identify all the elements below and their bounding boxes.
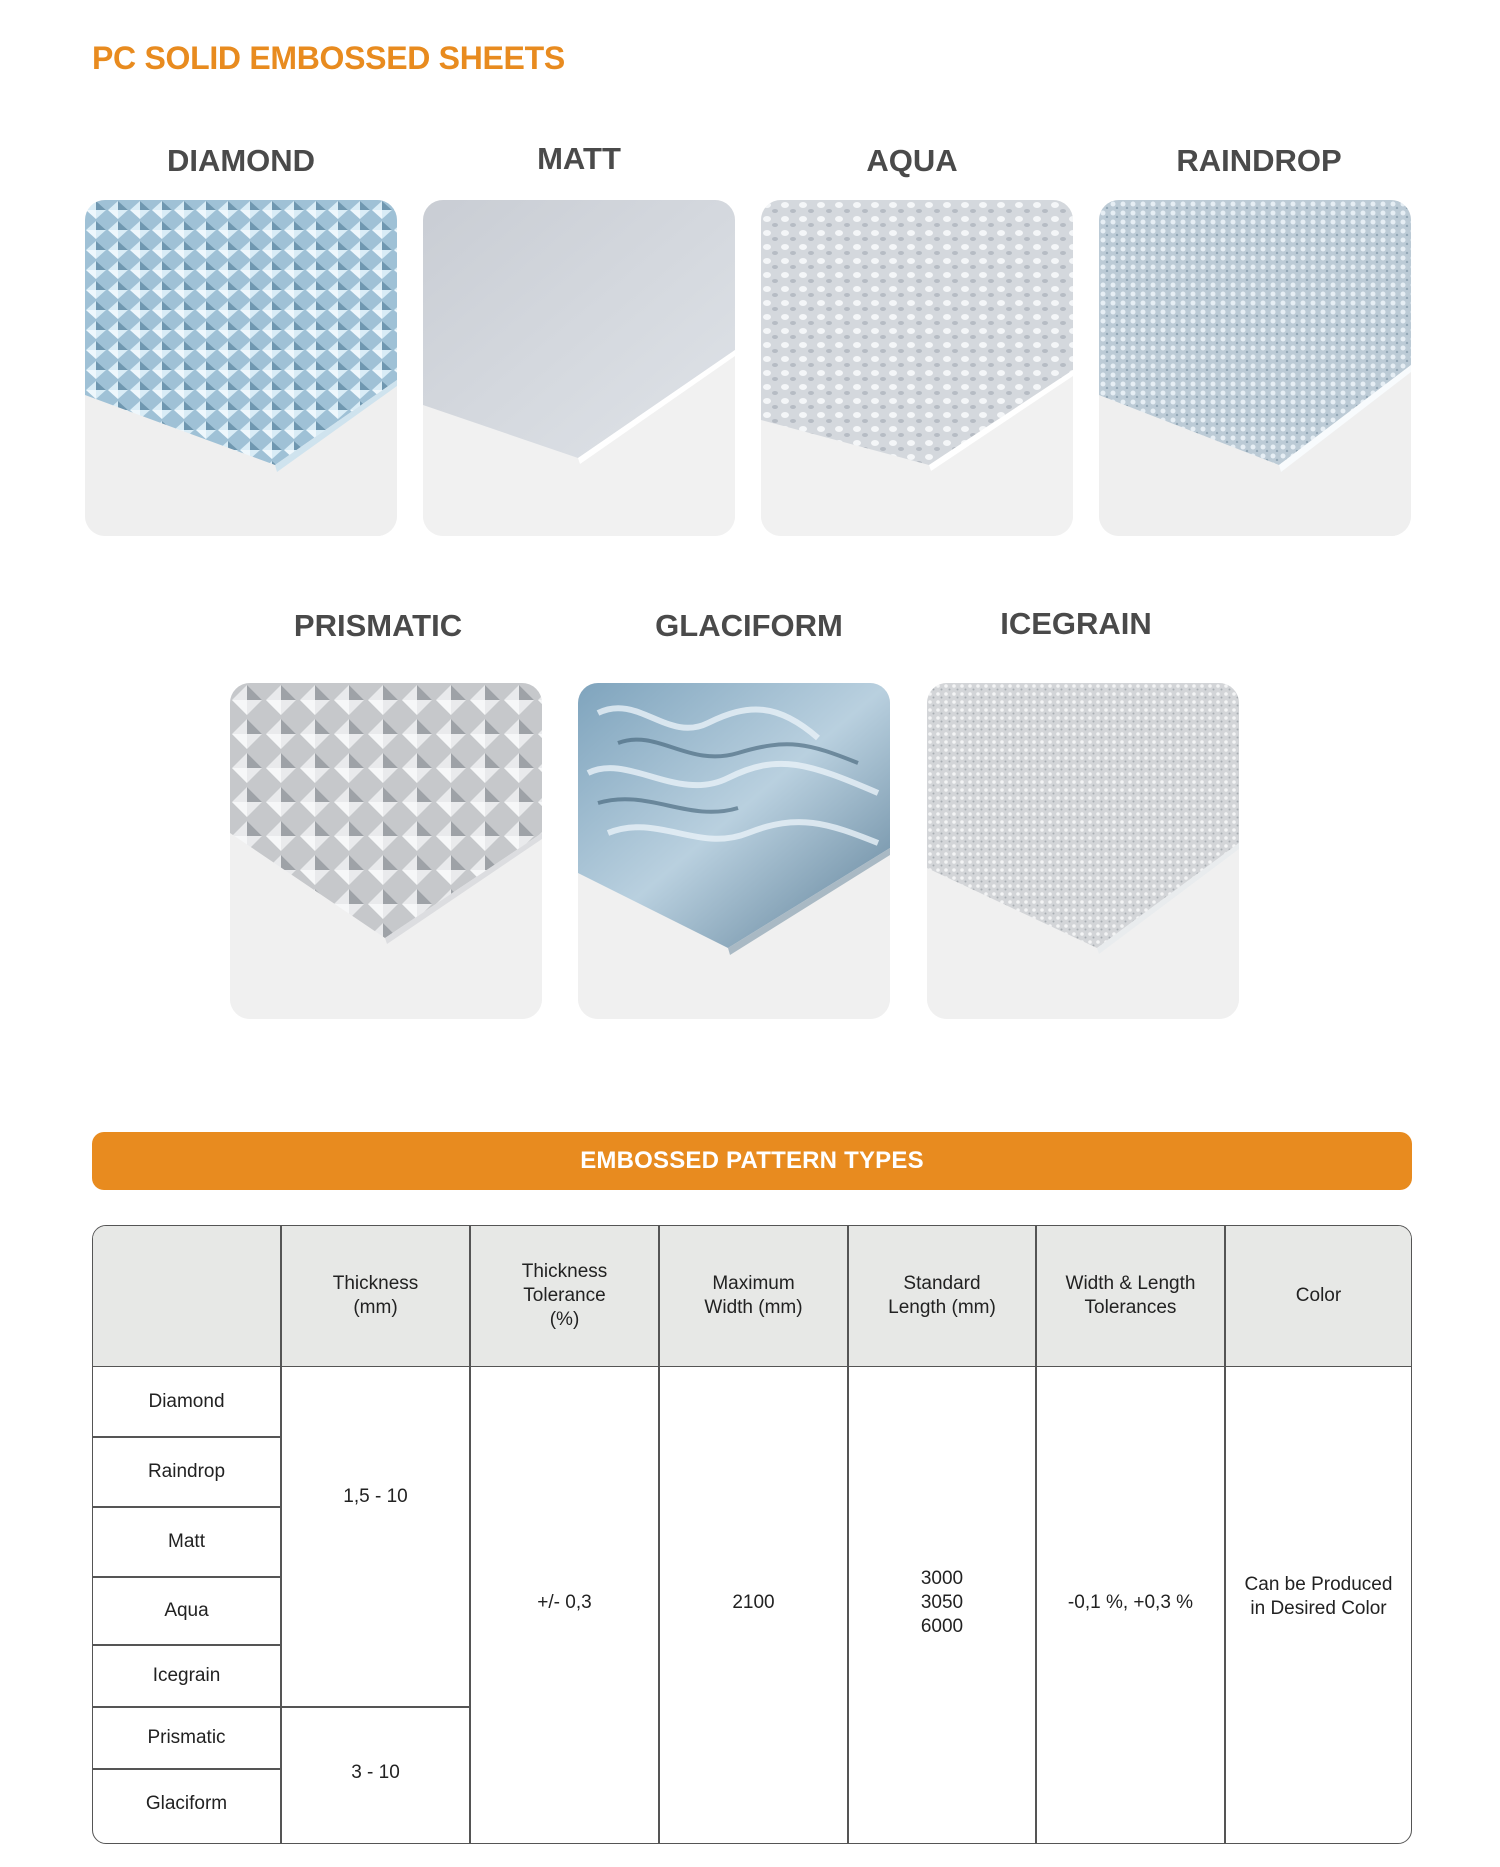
pattern-label-diamond: DIAMOND <box>166 143 316 178</box>
header-color: Color <box>1295 1285 1342 1306</box>
matt-texture-swatch <box>423 200 735 536</box>
header-maximum-width: Maximum Width (mm) <box>704 1273 803 1318</box>
pattern-label-prismatic: PRISMATIC <box>293 608 463 643</box>
section-banner: EMBOSSED PATTERN TYPES <box>92 1132 1412 1190</box>
pattern-label-matt: MATT <box>537 141 621 176</box>
header-standard-length: Standard Length (mm) <box>888 1273 996 1318</box>
pattern-label-raindrop: RAINDROP <box>1176 143 1342 178</box>
header-thickness: Thickness (mm) <box>332 1273 419 1318</box>
row-name-icegrain: Icegrain <box>152 1664 221 1686</box>
thickness-group-2: 3 - 10 <box>351 1762 400 1783</box>
glaciform-texture-swatch <box>578 683 890 1019</box>
row-name-prismatic: Prismatic <box>147 1726 226 1748</box>
prismatic-texture-swatch <box>230 683 542 1019</box>
diamond-texture-swatch <box>85 200 397 536</box>
row-name-raindrop: Raindrop <box>147 1460 226 1482</box>
raindrop-texture-swatch <box>1099 200 1411 536</box>
page-title: PC SOLID EMBOSSED SHEETS <box>92 40 565 76</box>
row-name-glaciform: Glaciform <box>145 1793 228 1814</box>
specifications-table <box>92 1225 1412 1844</box>
header-width-length-tolerances: Width & Length Tolerances <box>1065 1273 1196 1318</box>
row-name-aqua: Aqua <box>164 1599 209 1621</box>
thickness-tolerance-value: +/- 0,3 <box>537 1592 592 1613</box>
pattern-label-aqua: AQUA <box>866 143 958 178</box>
pattern-label-glaciform: GLACIFORM <box>655 608 843 643</box>
width-length-tolerances-value: -0,1 %, +0,3 % <box>1067 1592 1194 1613</box>
color-value: Can be Produced in Desired Color <box>1244 1574 1393 1619</box>
pattern-label-icegrain: ICEGRAIN <box>1000 606 1152 641</box>
standard-length-value: 3000 3050 6000 <box>920 1568 964 1637</box>
aqua-texture-swatch <box>761 200 1073 536</box>
row-name-matt: Matt <box>168 1530 205 1552</box>
icegrain-texture-swatch <box>927 683 1239 1019</box>
thickness-group-1: 1,5 - 10 <box>343 1485 408 1507</box>
row-name-diamond: Diamond <box>148 1390 225 1412</box>
maximum-width-value: 2100 <box>732 1592 775 1613</box>
header-thickness-tolerance: Thickness Tolerance (%) <box>521 1261 608 1330</box>
